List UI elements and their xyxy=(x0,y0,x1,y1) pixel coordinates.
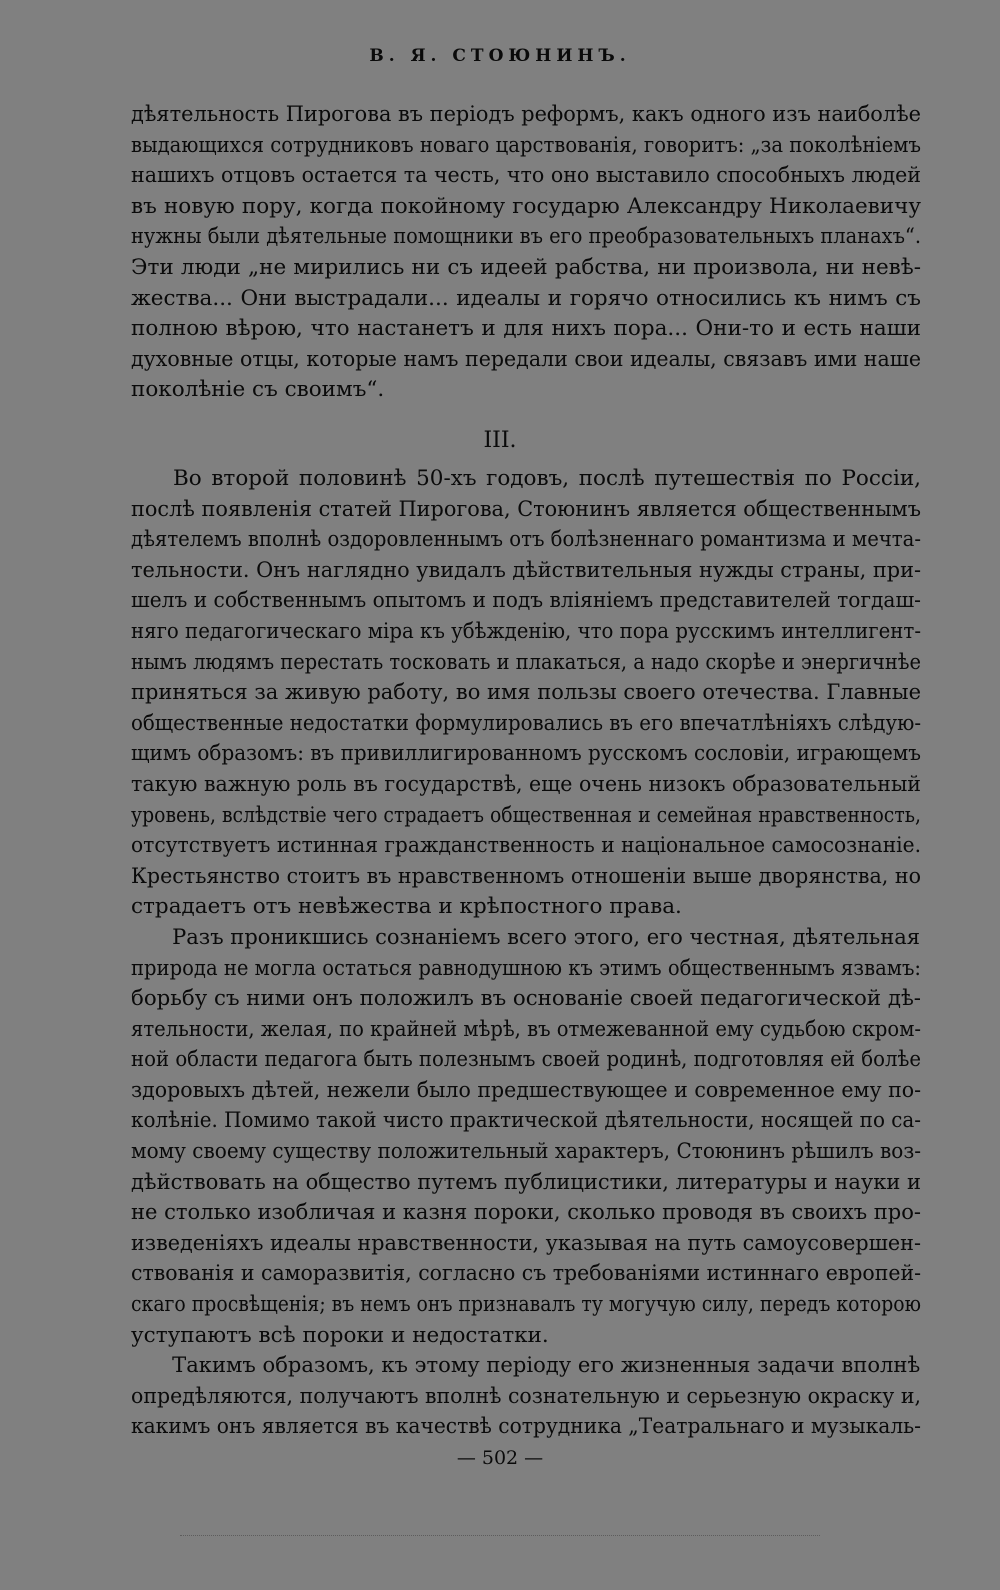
text-line: уровень, вслѣдствіе чего страдаетъ общественная и семейная нравственность, xyxy=(131,802,921,828)
text-line: природа не могла остаться равнодушною къ этимъ общественнымъ язвамъ: xyxy=(131,955,921,981)
text-line: общественные недостатки формулировались въ его впечатлѣніяхъ слѣдую- xyxy=(131,710,921,736)
text-line: щимъ образомъ: въ привиллигированномъ русскомъ сословіи, играющемъ xyxy=(131,741,921,767)
text-line: полною вѣрою, что настанетъ и для нихъ пора... Они-то и есть наши xyxy=(131,316,921,342)
text-line: какимъ онъ является въ качествѣ сотрудника „Театральнаго и музыкаль- xyxy=(131,1414,921,1440)
text-line: нашихъ отцовъ остается та честь, что оно выставило способныхъ людей xyxy=(131,163,921,189)
text-line: скаго просвѣщенія; въ немъ онъ признавалъ ту могучую силу, передъ которою xyxy=(131,1292,921,1318)
text-line: шелъ и собственнымъ опытомъ и подъ вліяніемъ представителей тогдаш- xyxy=(131,588,921,614)
text-line: колѣніе. Помимо такой чисто практической дѣятельности, носящей по са- xyxy=(131,1108,921,1134)
text-line: приняться за живую работу, во имя пользы своего отечества. Главные xyxy=(131,680,921,706)
text-line: Во второй половинѣ 50-хъ годовъ, послѣ путешествія по Россіи, xyxy=(173,466,921,491)
text-line: дѣятельность Пирогова въ періодъ реформъ, какъ одного изъ наиболѣе xyxy=(131,102,921,127)
text-line: страдаетъ отъ невѣжества и крѣпостного права. xyxy=(131,894,682,920)
text-line: Крестьянство стоитъ въ нравственномъ отношеніи выше дворянства, но xyxy=(131,863,921,889)
text-line: поколѣніе съ своимъ“. xyxy=(131,377,385,403)
text-line: послѣ появленія статей Пирогова, Стоюнинъ является общественнымъ xyxy=(131,496,921,522)
text-line: мому своему существу положительный характеръ, Стоюнинъ рѣшилъ воз- xyxy=(131,1139,921,1165)
text-line: ной области педагога быть полезнымъ своей родинѣ, подготовляя ей болѣе xyxy=(131,1047,921,1073)
text-line: изведеніяхъ идеалы нравственности, указывая на путь самоусовершен- xyxy=(131,1230,921,1256)
text-line: въ новую пору, когда покойному государю Александру Николаевичу xyxy=(131,193,921,219)
paragraph xyxy=(131,1351,921,1443)
text-line: отсутствуетъ истинная гражданственность и національное самосознаніе. xyxy=(131,833,921,859)
paragraph xyxy=(131,100,921,406)
paragraph xyxy=(131,923,921,1351)
page-number: — 502 — xyxy=(456,1447,544,1469)
text-line: такую важную роль въ государствѣ, еще очень низокъ образовательный xyxy=(131,771,921,797)
text-line: ятельности, желая, по крайней мѣрѣ, въ отмежеванной ему судьбою скром- xyxy=(131,1016,921,1042)
text-line: нымъ людямъ перестать тосковать и плакаться, а надо скорѣе и энергичнѣе xyxy=(131,649,921,675)
text-line: дѣятелемъ вполнѣ оздоровленнымъ отъ болѣзненнаго романтизма и мечта- xyxy=(131,527,921,553)
text-line: ствованія и саморазвитія, согласно съ требованіями истиннаго европей- xyxy=(131,1261,921,1287)
scan-specks xyxy=(180,1535,820,1540)
paragraph xyxy=(131,464,921,923)
text-line: выдающихся сотрудниковъ новаго царствованія, говоритъ: „за поколѣніемъ xyxy=(131,132,921,158)
text-line: опредѣляются, получаютъ вполнѣ сознательную и серьезную окраску и, xyxy=(131,1383,921,1409)
text-line: здоровыхъ дѣтей, нежели было предшествующее и современное ему по- xyxy=(131,1077,921,1103)
text-line: тельности. Онъ наглядно увидалъ дѣйствительныя нужды страны, при- xyxy=(131,557,921,583)
text-line: дѣйствовать на общество путемъ публицистики, литературы и науки и xyxy=(131,1169,921,1195)
section-body xyxy=(131,464,921,1443)
paragraph-continued xyxy=(131,100,921,406)
running-head: В. Я. СТОЮНИНЪ. xyxy=(369,46,631,66)
text-line: Разъ проникшись сознаніемъ всего этого, его честная, дѣятельная xyxy=(172,924,921,950)
text-line: духовные отцы, которые намъ передали свои идеалы, связавъ ими наше xyxy=(131,346,921,372)
text-line: няго педагогическаго міра къ убѣжденію, что пора русскимъ интеллигент- xyxy=(131,618,921,644)
section-heading: III. xyxy=(483,428,517,453)
text-line: борьбу съ ними онъ положилъ въ основаніе своей педагогической дѣ- xyxy=(131,986,921,1012)
text-line: жества... Они выстрадали... идеалы и горячо относились къ нимъ съ xyxy=(131,285,921,311)
text-line: Такимъ образомъ, къ этому періоду его жизненныя задачи вполнѣ xyxy=(172,1353,921,1379)
text-line: Эти люди „не мирились ни съ идеей рабства, ни произвола, ни невѣ- xyxy=(131,254,921,280)
text-line: не столько изобличая и казня пороки, сколько проводя въ своихъ про- xyxy=(131,1200,921,1226)
text-line: нужны были дѣятельные помощники въ его преобразовательныхъ планахъ“. xyxy=(131,224,921,250)
text-line: уступаютъ всѣ пороки и недостатки. xyxy=(131,1322,549,1348)
